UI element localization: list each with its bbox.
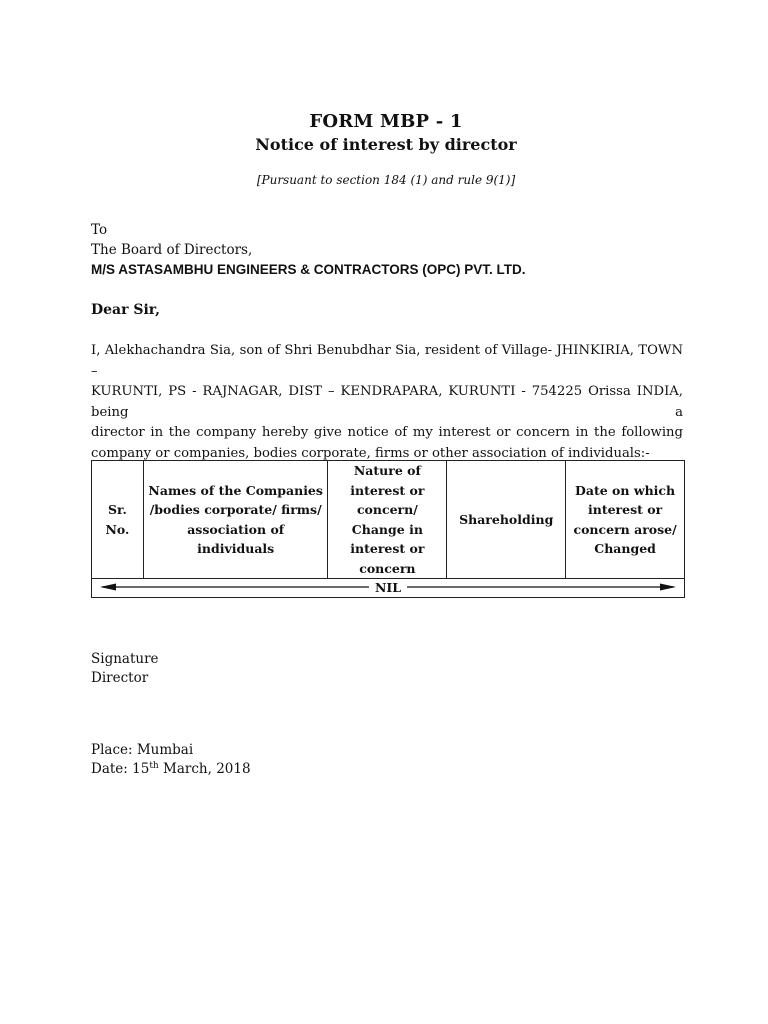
header-line: No. — [105, 521, 130, 537]
salutation: Dear Sir, — [91, 302, 161, 318]
nil-row-cell — [92, 579, 685, 598]
header-line: concern/ — [356, 502, 418, 517]
header-line: Change in — [351, 521, 423, 537]
header-line: association of individuals — [187, 521, 285, 556]
form-title: FORM MBP - 1 — [309, 111, 463, 132]
header-line: Sr. — [108, 502, 127, 517]
header-line: concern — [359, 560, 416, 576]
header-date — [566, 461, 685, 579]
paragraph-line: director in the company hereby give notice of my interest or concern in the following — [91, 425, 683, 440]
table-row — [92, 579, 685, 598]
header-line: concern arose/ — [573, 521, 677, 537]
notice-paragraph — [91, 341, 683, 464]
date-ordinal: th — [149, 761, 159, 771]
header-line: Nature of — [353, 463, 421, 478]
header-line: /bodies corporate/ firms/ — [149, 502, 322, 517]
paragraph-line: I, Alekhachandra Sia, son of Shri Benubdhar Sia, resident of Village- JHINKIRIA, TOWN – — [91, 343, 683, 379]
company-name: M/S ASTASAMBHU ENGINEERS & CONTRACTORS (OPC) PVT. LTD. — [91, 262, 526, 277]
addressee-to: To — [91, 222, 108, 238]
header-line: interest or — [350, 482, 425, 498]
header-line: Names of the Companies — [148, 482, 323, 498]
place-line: Place: Mumbai — [91, 742, 194, 758]
paragraph-line: company or companies, bodies corporate, firms or other association of individuals:- — [91, 445, 650, 461]
date-suffix: March, 2018 — [158, 761, 251, 777]
nil-text: NIL — [369, 580, 407, 595]
header-sr-no — [92, 461, 144, 579]
director-label: Director — [91, 670, 149, 686]
header-line: interest or — [350, 541, 425, 556]
pursuant-note: [Pursuant to section 184 (1) and rule 9(1)] — [256, 173, 516, 187]
date-prefix: Date: 15 — [91, 761, 150, 777]
header-line: Changed — [594, 541, 656, 556]
interest-table — [91, 460, 685, 598]
form-subtitle: Notice of interest by director — [255, 135, 517, 154]
header-shareholding — [447, 461, 566, 579]
date-line — [91, 761, 251, 777]
signature-label: Signature — [91, 651, 159, 667]
nil-label-wrap — [92, 579, 684, 597]
header-line: Date on which — [575, 482, 676, 498]
paragraph-line: KURUNTI, PS - RAJNAGAR, DIST – KENDRAPARA, KURUNTI - 754225 Orissa INDIA, being a — [91, 384, 683, 420]
header-line: Shareholding — [459, 511, 554, 527]
table-header-row — [92, 461, 685, 579]
header-line: interest or — [587, 502, 663, 517]
header-nature — [328, 461, 447, 579]
addressee-board: The Board of Directors, — [91, 242, 253, 258]
header-names — [143, 461, 328, 579]
